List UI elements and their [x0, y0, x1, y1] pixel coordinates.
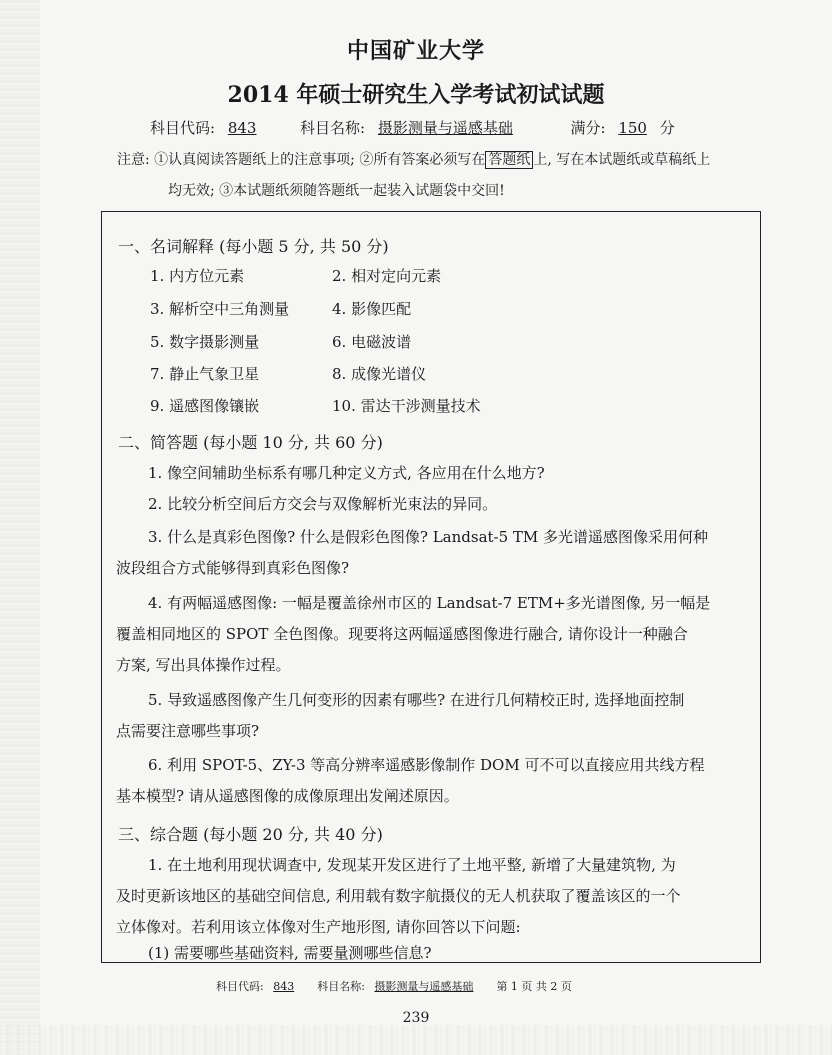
- exam-title: 2014 年硕士研究生入学考试初试试题: [227, 82, 605, 108]
- subject-code-label: 科目代码:: [150, 119, 216, 137]
- section-3-title: 三、综合题 (每小题 20 分, 共 40 分): [118, 825, 383, 844]
- term-item: 9. 遥感图像镶嵌: [150, 397, 260, 415]
- term-item: 10. 雷达干涉测量技术: [332, 397, 481, 415]
- full-score-label: 满分:: [570, 119, 606, 137]
- subject-name: 摄影测量与遥感基础: [377, 119, 513, 137]
- section-2-title: 二、简答题 (每小题 10 分, 共 60 分): [118, 433, 383, 452]
- question-2-4-line2: 覆盖相同地区的 SPOT 全色图像。现要将这两幅遥感图像进行融合, 请你设计一种融合: [116, 625, 688, 643]
- question-3-1-line2: 及时更新该地区的基础空间信息, 利用载有数字航摄仪的无人机获取了覆盖该区的一个: [116, 887, 681, 905]
- term-item: 1. 内方位元素: [150, 267, 245, 285]
- term-item: 4. 影像匹配: [332, 300, 412, 318]
- term-item: 6. 电磁波谱: [332, 333, 412, 351]
- notice-line-1: [117, 149, 710, 169]
- question-3-1-sub-1: (1) 需要哪些基础资料, 需要量测哪些信息?: [148, 944, 432, 962]
- question-2-3-line1: 3. 什么是真彩色图像? 什么是假彩色图像? Landsat-5 TM 多光谱遥感图像采用何种: [148, 528, 709, 546]
- question-3-1-line3: 立体像对。若利用该立体像对生产地形图, 请你回答以下问题:: [116, 918, 521, 936]
- score-unit: 分: [659, 119, 675, 137]
- question-2-4-line3: 方案, 写出具体操作过程。: [116, 656, 291, 674]
- question-2-3-line2: 波段组合方式能够得到真彩色图像?: [116, 559, 350, 577]
- section-1-title: 一、名词解释 (每小题 5 分, 共 50 分): [118, 237, 389, 256]
- question-2-6-line2: 基本模型? 请从遥感图像的成像原理出发阐述原因。: [116, 787, 459, 805]
- subject-name-label: 科目名称:: [300, 119, 366, 137]
- footer-page-info: 第 1 页 共 2 页: [496, 980, 572, 993]
- footer-name-label: 科目名称:: [317, 980, 365, 993]
- term-item: 3. 解析空中三角测量: [150, 300, 290, 318]
- question-2-1: 1. 像空间辅助坐标系有哪几种定义方式, 各应用在什么地方?: [148, 464, 545, 482]
- question-2-6-line1: 6. 利用 SPOT-5、ZY-3 等高分辨率遥感影像制作 DOM 可不可以直接应用共线方程: [148, 756, 705, 774]
- term-item: 8. 成像光谱仪: [332, 365, 427, 383]
- notice-suffix: 上, 写在本试题纸或草稿纸上: [533, 152, 711, 168]
- term-item: 7. 静止气象卫星: [150, 365, 260, 383]
- answer-sheet-boxed: 答题纸: [485, 151, 533, 169]
- subject-code: 843: [227, 119, 257, 137]
- question-2-5-line1: 5. 导致遥感图像产生几何变形的因素有哪些? 在进行几何精校正时, 选择地面控制: [148, 691, 685, 709]
- notice-line-2: 均无效; ③本试题纸须随答题纸一起装入试题袋中交回!: [168, 183, 505, 199]
- question-box: [101, 211, 761, 963]
- question-2-4-line1: 4. 有两幅遥感图像: 一幅是覆盖徐州市区的 Landsat-7 ETM+多光谱图像, 另一幅是: [148, 594, 711, 612]
- footer-code: 843: [273, 980, 295, 993]
- question-2-2: 2. 比较分析空间后方交会与双像解析光束法的异同。: [148, 495, 498, 513]
- footer-code-label: 科目代码:: [216, 980, 264, 993]
- term-item: 5. 数字摄影测量: [150, 333, 260, 351]
- notice-prefix: 注意: ①认真阅读答题纸上的注意事项; ②所有答案必须写在: [117, 152, 486, 168]
- exam-meta: [150, 117, 675, 138]
- question-3-1-line1: 1. 在土地利用现状调查中, 发现某开发区进行了土地平整, 新增了大量建筑物, 为: [148, 856, 676, 874]
- school-name: 中国矿业大学: [346, 38, 485, 64]
- page-number: 239: [402, 1010, 430, 1026]
- scan-margin-left: [0, 0, 40, 1055]
- term-item: 2. 相对定向元素: [332, 267, 442, 285]
- page-footer: [216, 978, 572, 994]
- footer-name: 摄影测量与遥感基础: [374, 980, 474, 993]
- full-score: 150: [618, 119, 647, 137]
- question-2-5-line2: 点需要注意哪些事项?: [116, 722, 260, 740]
- scan-margin-bottom: [0, 1025, 832, 1055]
